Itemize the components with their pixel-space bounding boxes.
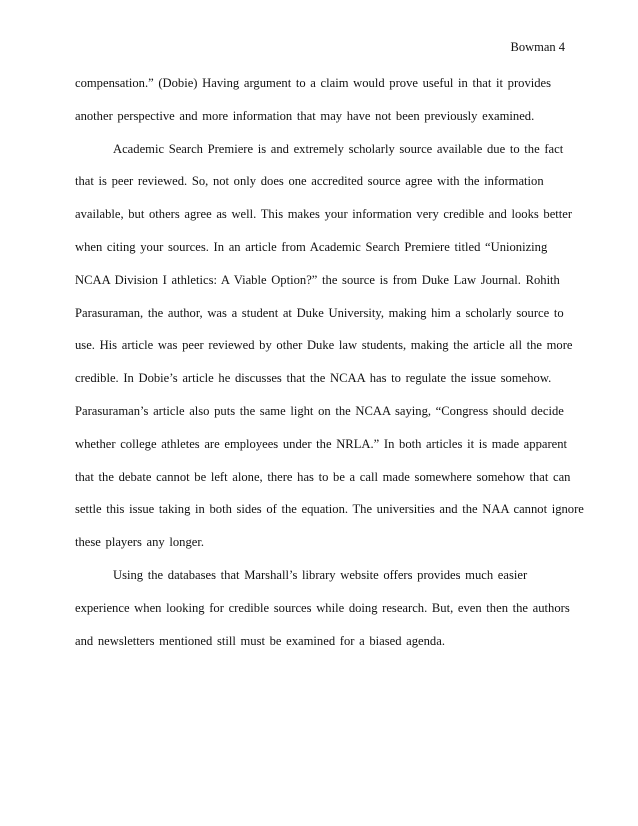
text-line: another perspective and more information that may have not been previously examined.	[75, 108, 535, 123]
text-line: these players any longer.	[75, 535, 204, 550]
text-line: and newsletters mentioned still must be examined for a biased agenda.	[75, 633, 445, 648]
text-line: Parasuraman’s article also puts the same light on the NCAA saying, “Congress should decide	[75, 403, 564, 418]
text-line: Parasuraman, the author, was a student at Duke University, making him a scholarly source to	[75, 305, 564, 320]
text-line: experience when looking for credible sources while doing research. But, even then the authors	[75, 600, 570, 615]
text-line: that the debate cannot be left alone, there has to be a call made somewhere somehow that can	[75, 469, 571, 484]
paragraph-start-line: Using the databases that Marshall’s library website offers provides much easier	[113, 567, 528, 582]
text-line: credible. In Dobie’s article he discusses that the NCAA has to regulate the issue somehow.	[75, 371, 552, 386]
text-line: when citing your sources. In an article from Academic Search Premiere titled “Unionizing	[75, 239, 548, 254]
body-text	[75, 67, 584, 657]
text-line: compensation.” (Dobie) Having argument to a claim would prove useful in that it provides	[75, 76, 552, 90]
text-line: NCAA Division I athletics: A Viable Option?” the source is from Duke Law Journal. Rohith	[75, 272, 560, 287]
paragraph-start-line: Academic Search Premiere is and extremely scholarly source available due to the fact	[113, 141, 564, 156]
text-line: that is peer reviewed. So, not only does one accredited source agree with the information	[75, 174, 544, 189]
text-line: whether college athletes are employees under the NRLA.” In both articles it is made apparent	[75, 436, 568, 451]
text-line: use. His article was peer reviewed by other Duke law students, making the article all the more	[75, 338, 573, 353]
text-line: available, but others agree as well. This makes your information very credible and looks better	[75, 207, 573, 222]
page-header: Bowman 4	[510, 40, 565, 54]
text-line: settle this issue taking in both sides of the equation. The universities and the NAA cannot ignore	[75, 502, 584, 517]
